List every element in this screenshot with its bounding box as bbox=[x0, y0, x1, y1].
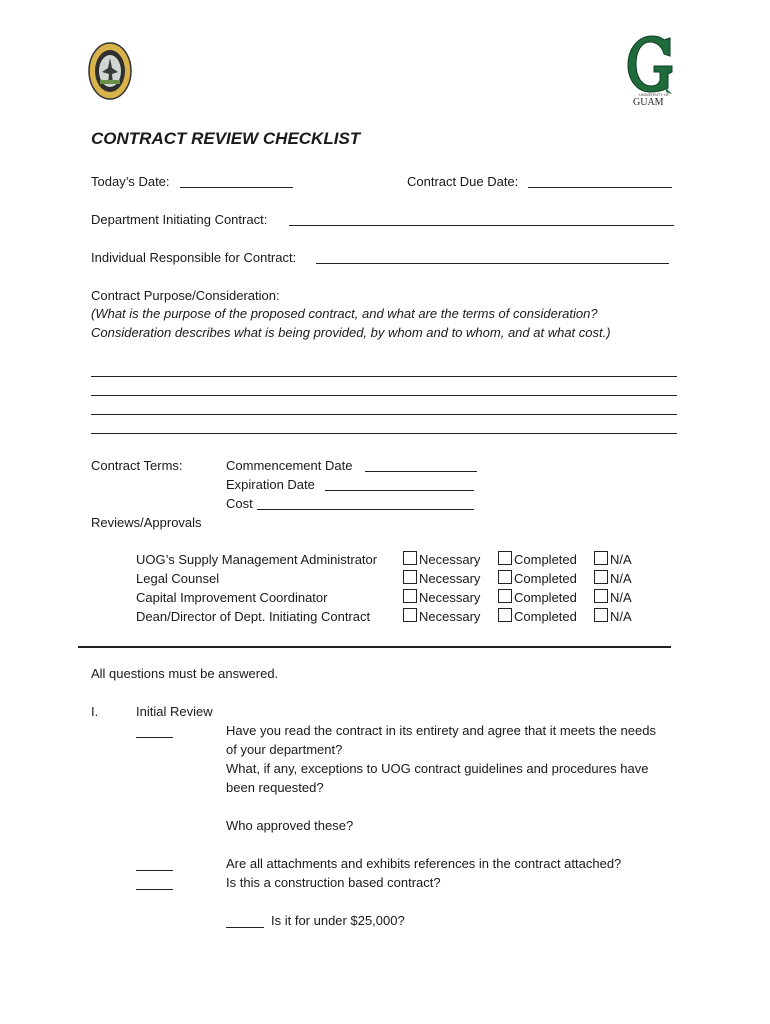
contract-terms-label: Contract Terms: bbox=[91, 458, 183, 473]
commencement-label: Commencement Date bbox=[226, 458, 353, 473]
review-row-name: Legal Counsel bbox=[136, 571, 220, 586]
answer-blank[interactable] bbox=[136, 737, 173, 738]
question-text: Who approved these? bbox=[226, 818, 354, 833]
question-text: Are all attachments and exhibits references in the contract attached? bbox=[226, 856, 622, 871]
todays-date-field[interactable] bbox=[180, 187, 293, 188]
necessary-checkbox[interactable] bbox=[403, 589, 417, 603]
purpose-answer-line[interactable] bbox=[91, 433, 677, 434]
review-row-name: UOG’s Supply Management Administrator bbox=[136, 552, 378, 567]
na-checkbox[interactable] bbox=[594, 551, 608, 565]
necessary-checkbox[interactable] bbox=[403, 570, 417, 584]
completed-checkbox[interactable] bbox=[498, 589, 512, 603]
na-checkbox[interactable] bbox=[594, 570, 608, 584]
completed-label: Completed bbox=[514, 552, 577, 567]
necessary-label: Necessary bbox=[419, 590, 481, 605]
page-title: CONTRACT REVIEW CHECKLIST bbox=[91, 129, 361, 148]
na-label: N/A bbox=[610, 590, 632, 605]
question-text: What, if any, exceptions to UOG contract guidelines and procedures have bbox=[226, 761, 649, 776]
purpose-note-line1: (What is the purpose of the proposed contract, and what are the terms of consideration? bbox=[91, 306, 598, 321]
instructions-text: All questions must be answered. bbox=[91, 666, 279, 681]
section-number: I. bbox=[91, 704, 99, 719]
section-divider bbox=[78, 646, 671, 648]
answer-blank[interactable] bbox=[226, 927, 264, 928]
question-text: Is it for under $25,000? bbox=[271, 913, 405, 928]
completed-checkbox[interactable] bbox=[498, 608, 512, 622]
individual-label: Individual Responsible for Contract: bbox=[91, 250, 297, 265]
reviews-label: Reviews/Approvals bbox=[91, 515, 202, 530]
necessary-checkbox[interactable] bbox=[403, 551, 417, 565]
na-checkbox[interactable] bbox=[594, 608, 608, 622]
completed-checkbox[interactable] bbox=[498, 570, 512, 584]
na-label: N/A bbox=[610, 571, 632, 586]
commencement-field[interactable] bbox=[365, 471, 477, 472]
purpose-answer-line[interactable] bbox=[91, 395, 677, 396]
expiration-field[interactable] bbox=[325, 490, 474, 491]
answer-blank[interactable] bbox=[136, 870, 173, 871]
purpose-note-line2: Consideration describes what is being provided, by whom and to whom, and at what cost.) bbox=[91, 325, 611, 340]
department-field[interactable] bbox=[289, 225, 674, 226]
answer-blank[interactable] bbox=[136, 889, 173, 890]
department-label: Department Initiating Contract: bbox=[91, 212, 268, 227]
question-text: been requested? bbox=[226, 780, 324, 795]
completed-checkbox[interactable] bbox=[498, 551, 512, 565]
section-title: Initial Review bbox=[136, 704, 213, 719]
necessary-label: Necessary bbox=[419, 552, 481, 567]
due-date-label: Contract Due Date: bbox=[407, 174, 519, 189]
completed-label: Completed bbox=[514, 609, 577, 624]
review-row-name: Capital Improvement Coordinator bbox=[136, 590, 328, 605]
question-text: Is this a construction based contract? bbox=[226, 875, 441, 890]
logo-small-text: UNIVERSITY OF bbox=[639, 92, 670, 97]
cost-field[interactable] bbox=[257, 509, 474, 510]
na-checkbox[interactable] bbox=[594, 589, 608, 603]
question-text: Have you read the contract in its entirety and agree that it meets the needs bbox=[226, 723, 656, 738]
necessary-label: Necessary bbox=[419, 571, 481, 586]
cost-label: Cost bbox=[226, 496, 253, 511]
na-label: N/A bbox=[610, 552, 632, 567]
na-label: N/A bbox=[610, 609, 632, 624]
logo-name: GUAM bbox=[633, 97, 664, 108]
purpose-label: Contract Purpose/Consideration: bbox=[91, 288, 280, 303]
purpose-answer-line[interactable] bbox=[91, 376, 677, 377]
review-row-name: Dean/Director of Dept. Initiating Contract bbox=[136, 609, 371, 624]
expiration-label: Expiration Date bbox=[226, 477, 315, 492]
completed-label: Completed bbox=[514, 571, 577, 586]
question-text: of your department? bbox=[226, 742, 343, 757]
todays-date-label: Today’s Date: bbox=[91, 174, 170, 189]
completed-label: Completed bbox=[514, 590, 577, 605]
necessary-checkbox[interactable] bbox=[403, 608, 417, 622]
purpose-answer-line[interactable] bbox=[91, 414, 677, 415]
due-date-field[interactable] bbox=[528, 187, 672, 188]
university-seal-icon bbox=[88, 42, 132, 100]
individual-field[interactable] bbox=[316, 263, 669, 264]
necessary-label: Necessary bbox=[419, 609, 481, 624]
